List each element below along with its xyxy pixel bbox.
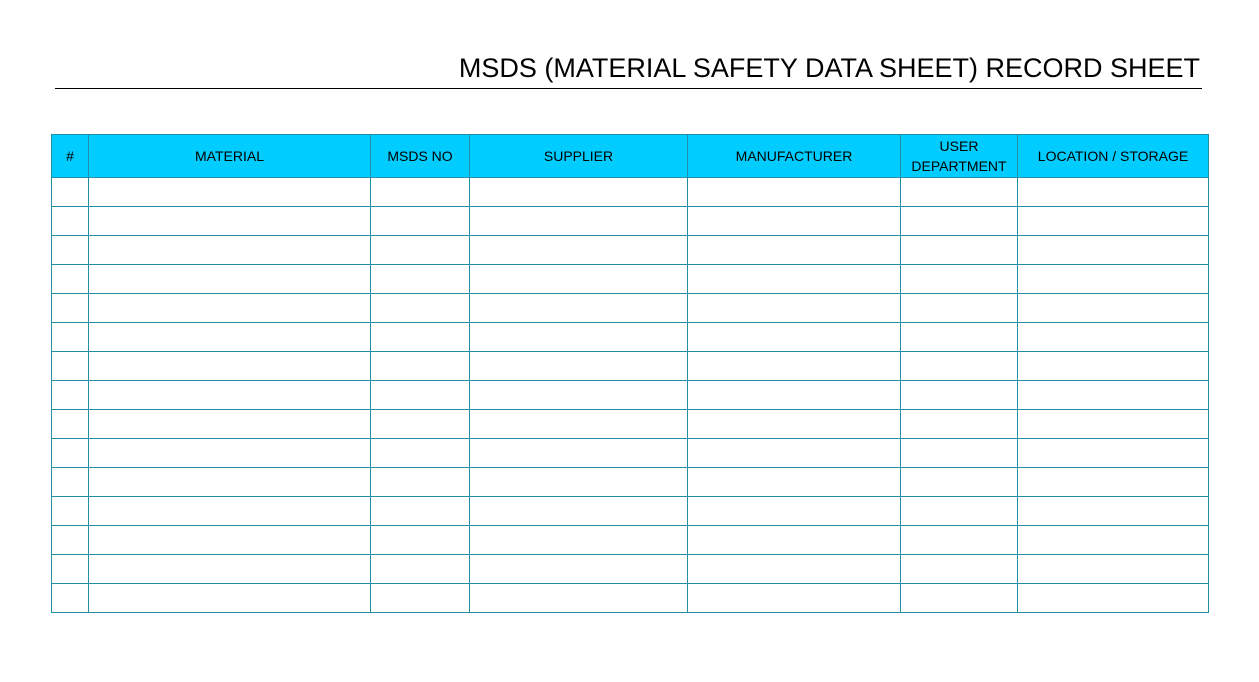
header-number — [52, 135, 89, 178]
cell-location-storage[interactable] — [1018, 294, 1209, 323]
cell-manufacturer[interactable] — [688, 178, 901, 207]
cell-supplier[interactable] — [470, 497, 688, 526]
cell-material[interactable] — [89, 178, 371, 207]
cell-number[interactable] — [52, 555, 89, 584]
msds-record-table — [51, 134, 1209, 613]
table-row — [52, 236, 1209, 265]
cell-manufacturer[interactable] — [688, 236, 901, 265]
table-row — [52, 178, 1209, 207]
header-number-label: # — [66, 148, 74, 164]
cell-supplier[interactable] — [470, 526, 688, 555]
cell-manufacturer[interactable] — [688, 439, 901, 468]
cell-material[interactable] — [89, 468, 371, 497]
cell-user-department[interactable] — [901, 410, 1018, 439]
cell-supplier[interactable] — [470, 178, 688, 207]
cell-supplier[interactable] — [470, 468, 688, 497]
cell-supplier[interactable] — [470, 294, 688, 323]
cell-msds-no[interactable] — [371, 526, 470, 555]
cell-location-storage[interactable] — [1018, 381, 1209, 410]
table-body — [52, 178, 1209, 613]
table-row — [52, 207, 1209, 236]
cell-supplier[interactable] — [470, 381, 688, 410]
cell-msds-no[interactable] — [371, 468, 470, 497]
table-row — [52, 497, 1209, 526]
cell-material[interactable] — [89, 439, 371, 468]
cell-material[interactable] — [89, 526, 371, 555]
cell-number[interactable] — [52, 410, 89, 439]
page-title: MSDS (MATERIAL SAFETY DATA SHEET) RECORD SHEET — [458, 53, 1200, 83]
cell-msds-no[interactable] — [371, 265, 470, 294]
cell-manufacturer[interactable] — [688, 352, 901, 381]
cell-msds-no[interactable] — [371, 236, 470, 265]
header-location-storage — [1018, 135, 1209, 178]
cell-msds-no[interactable] — [371, 497, 470, 526]
header-user-department — [901, 135, 1018, 178]
table-row — [52, 555, 1209, 584]
cell-material[interactable] — [89, 410, 371, 439]
cell-supplier[interactable] — [470, 323, 688, 352]
cell-msds-no[interactable] — [371, 294, 470, 323]
cell-msds-no[interactable] — [371, 352, 470, 381]
cell-user-department[interactable] — [901, 323, 1018, 352]
cell-manufacturer[interactable] — [688, 323, 901, 352]
cell-number[interactable] — [52, 265, 89, 294]
cell-number[interactable] — [52, 178, 89, 207]
cell-number[interactable] — [52, 207, 89, 236]
cell-supplier[interactable] — [470, 439, 688, 468]
cell-location-storage[interactable] — [1018, 439, 1209, 468]
header-row — [52, 135, 1209, 178]
cell-number[interactable] — [52, 439, 89, 468]
cell-location-storage[interactable] — [1018, 555, 1209, 584]
cell-material[interactable] — [89, 555, 371, 584]
cell-user-department[interactable] — [901, 294, 1018, 323]
cell-number[interactable] — [52, 381, 89, 410]
cell-msds-no[interactable] — [371, 555, 470, 584]
table-row — [52, 323, 1209, 352]
header-material — [89, 135, 371, 178]
cell-location-storage[interactable] — [1018, 526, 1209, 555]
cell-manufacturer[interactable] — [688, 207, 901, 236]
cell-material[interactable] — [89, 584, 371, 613]
cell-number[interactable] — [52, 236, 89, 265]
cell-user-department[interactable] — [901, 497, 1018, 526]
cell-material[interactable] — [89, 352, 371, 381]
cell-msds-no[interactable] — [371, 178, 470, 207]
table-row — [52, 265, 1209, 294]
cell-manufacturer[interactable] — [688, 497, 901, 526]
cell-supplier[interactable] — [470, 555, 688, 584]
cell-user-department[interactable] — [901, 468, 1018, 497]
table-row — [52, 468, 1209, 497]
cell-number[interactable] — [52, 352, 89, 381]
cell-supplier[interactable] — [470, 236, 688, 265]
cell-msds-no[interactable] — [371, 323, 470, 352]
cell-manufacturer[interactable] — [688, 526, 901, 555]
header-supplier-label: SUPPLIER — [543, 148, 614, 164]
cell-manufacturer[interactable] — [688, 410, 901, 439]
cell-manufacturer[interactable] — [688, 468, 901, 497]
cell-msds-no[interactable] — [371, 207, 470, 236]
cell-msds-no[interactable] — [371, 381, 470, 410]
header-manufacturer — [688, 135, 901, 178]
cell-number[interactable] — [52, 526, 89, 555]
cell-location-storage[interactable] — [1018, 323, 1209, 352]
header-user-department-label: USER DEPARTMENT — [911, 138, 1007, 174]
cell-location-storage[interactable] — [1018, 236, 1209, 265]
cell-material[interactable] — [89, 236, 371, 265]
cell-user-department[interactable] — [901, 526, 1018, 555]
table-row — [52, 526, 1209, 555]
cell-location-storage[interactable] — [1018, 497, 1209, 526]
header-location-storage-label: LOCATION / STORAGE — [1037, 148, 1189, 164]
table-row — [52, 381, 1209, 410]
header-msds-no — [371, 135, 470, 178]
cell-supplier[interactable] — [470, 352, 688, 381]
cell-location-storage[interactable] — [1018, 410, 1209, 439]
cell-user-department[interactable] — [901, 555, 1018, 584]
cell-location-storage[interactable] — [1018, 352, 1209, 381]
cell-material[interactable] — [89, 207, 371, 236]
table-row — [52, 294, 1209, 323]
cell-material[interactable] — [89, 323, 371, 352]
table-row — [52, 352, 1209, 381]
cell-msds-no[interactable] — [371, 410, 470, 439]
cell-supplier[interactable] — [470, 207, 688, 236]
cell-user-department[interactable] — [901, 265, 1018, 294]
header-msds-no-label: MSDS NO — [387, 148, 453, 164]
cell-manufacturer[interactable] — [688, 381, 901, 410]
cell-user-department[interactable] — [901, 381, 1018, 410]
header-supplier — [470, 135, 688, 178]
table-row — [52, 410, 1209, 439]
table-row — [52, 584, 1209, 613]
cell-manufacturer[interactable] — [688, 265, 901, 294]
cell-manufacturer[interactable] — [688, 555, 901, 584]
cell-location-storage[interactable] — [1018, 178, 1209, 207]
cell-number[interactable] — [52, 468, 89, 497]
cell-supplier[interactable] — [470, 584, 688, 613]
cell-number[interactable] — [52, 584, 89, 613]
cell-location-storage[interactable] — [1018, 584, 1209, 613]
title-underline — [55, 88, 1202, 89]
header-manufacturer-label: MANUFACTURER — [735, 148, 853, 164]
cell-msds-no[interactable] — [371, 584, 470, 613]
cell-user-department[interactable] — [901, 439, 1018, 468]
table-row — [52, 439, 1209, 468]
cell-material[interactable] — [89, 497, 371, 526]
cell-material[interactable] — [89, 294, 371, 323]
cell-location-storage[interactable] — [1018, 468, 1209, 497]
cell-user-department[interactable] — [901, 584, 1018, 613]
cell-number[interactable] — [52, 497, 89, 526]
cell-material[interactable] — [89, 381, 371, 410]
cell-user-department[interactable] — [901, 352, 1018, 381]
cell-msds-no[interactable] — [371, 439, 470, 468]
cell-number[interactable] — [52, 294, 89, 323]
header-material-label: MATERIAL — [195, 148, 264, 164]
cell-supplier[interactable] — [470, 265, 688, 294]
cell-user-department[interactable] — [901, 178, 1018, 207]
cell-user-department[interactable] — [901, 236, 1018, 265]
cell-location-storage[interactable] — [1018, 207, 1209, 236]
cell-location-storage[interactable] — [1018, 265, 1209, 294]
cell-supplier[interactable] — [470, 410, 688, 439]
cell-number[interactable] — [52, 323, 89, 352]
cell-user-department[interactable] — [901, 207, 1018, 236]
cell-material[interactable] — [89, 265, 371, 294]
cell-manufacturer[interactable] — [688, 294, 901, 323]
cell-manufacturer[interactable] — [688, 584, 901, 613]
